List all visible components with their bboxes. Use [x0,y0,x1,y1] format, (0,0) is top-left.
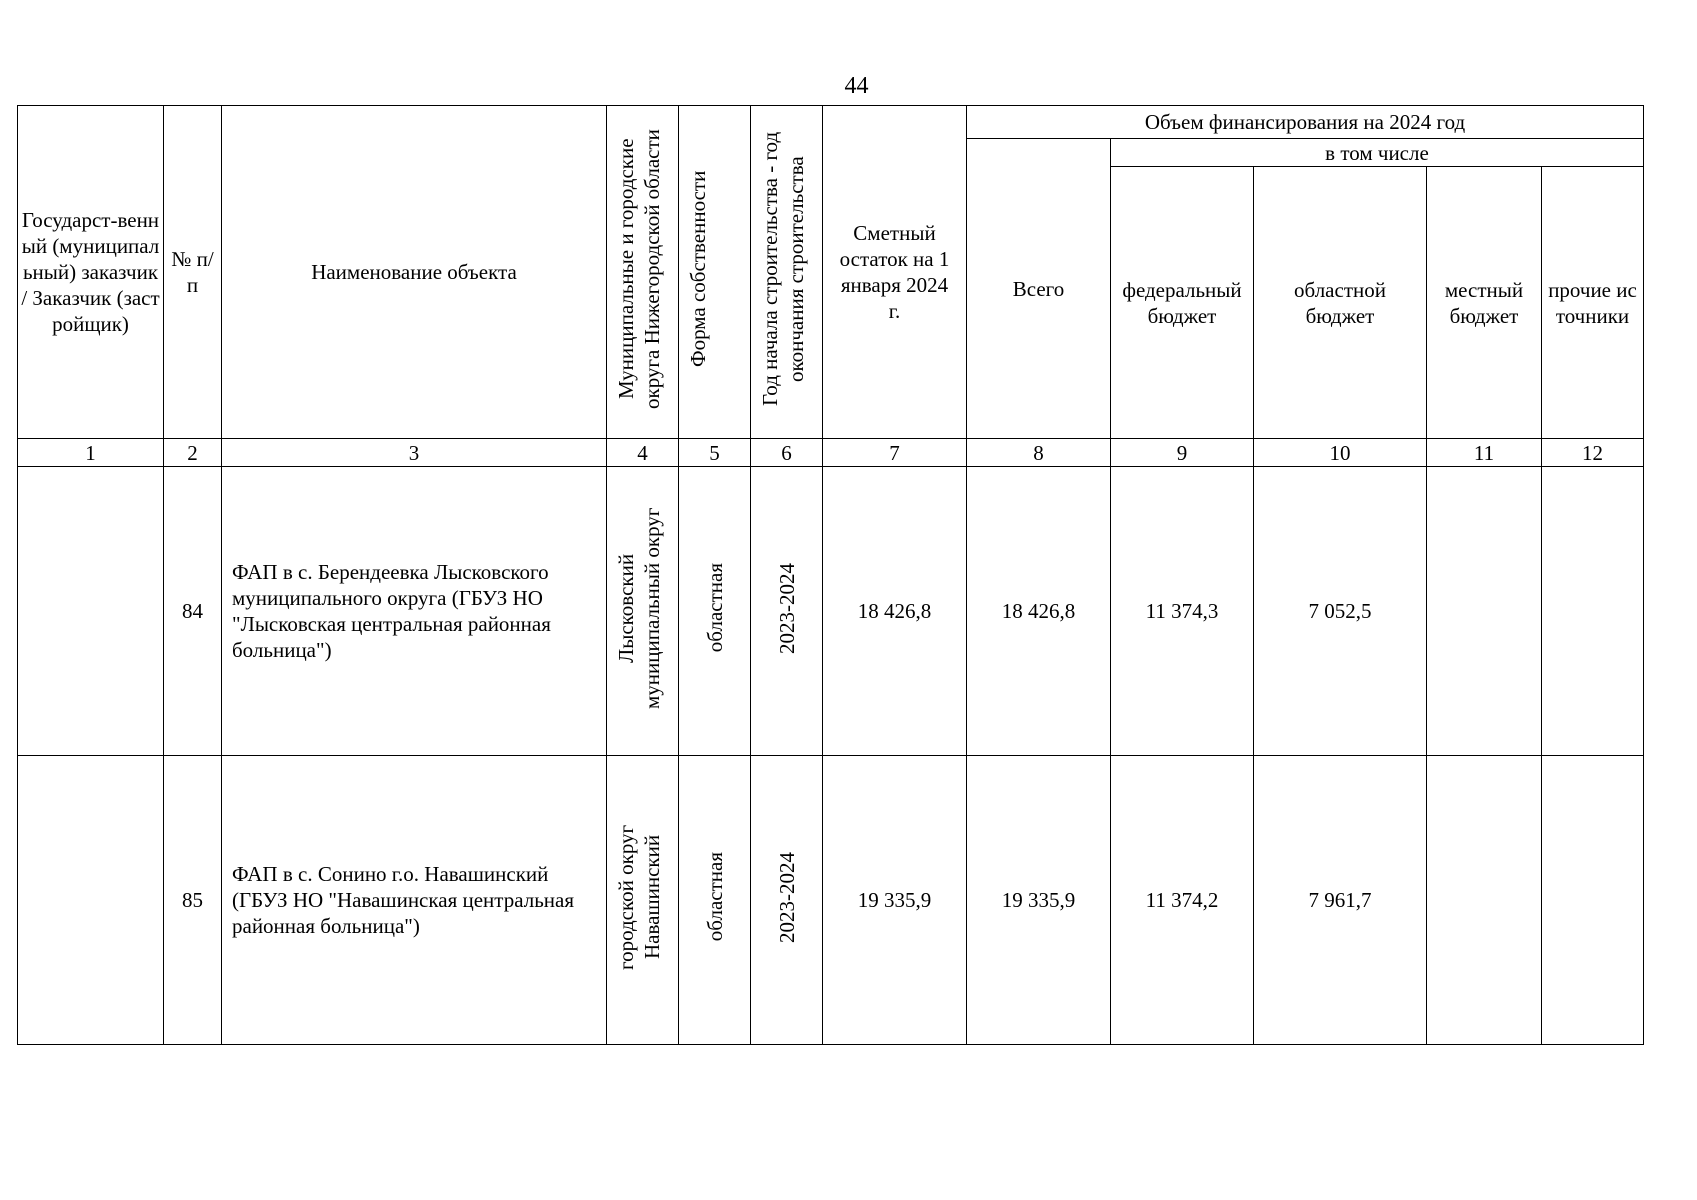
cell-years: 2023-2024 [751,756,823,1045]
cell-regional: 7 961,7 [1254,756,1427,1045]
cell-other [1542,467,1644,756]
header-federal: федеральный бюджет [1111,167,1254,439]
header-customer: Государст-венный (муниципальный) заказчик / Заказчик (застройщик) [18,106,164,439]
column-number: 6 [751,439,823,467]
cell-years: 2023-2024 [751,467,823,756]
cell-num: 85 [164,756,222,1045]
cell-municipality: Лысковский муниципальный округ [607,467,679,756]
column-number: 3 [222,439,607,467]
cell-federal: 11 374,2 [1111,756,1254,1045]
header-other: прочие источники [1542,167,1644,439]
cell-total: 18 426,8 [967,467,1111,756]
cell-num: 84 [164,467,222,756]
page-number: 44 [844,73,869,99]
table-row [18,467,1644,756]
cell-ownership: областная [679,756,751,1045]
header-total: Всего [967,139,1111,439]
column-number: 7 [823,439,967,467]
header-ownership: Форма собственности [679,106,751,439]
cell-name: ФАП в с. Берендеевка Лысковского муниципального округа (ГБУЗ НО "Лысковская центральная районная больница") [222,467,607,756]
header-including: в том числе [1111,139,1644,167]
column-number: 10 [1254,439,1427,467]
table-row [18,756,1644,1045]
header-funding: Объем финансирования на 2024 год [967,106,1644,139]
header-municipality: Муниципальные и городские округа Нижегородской области [607,106,679,439]
cell-customer [18,756,164,1045]
cell-ownership: областная [679,467,751,756]
column-number: 11 [1427,439,1542,467]
column-number: 9 [1111,439,1254,467]
column-number-row [18,439,1644,467]
cell-other [1542,756,1644,1045]
column-number: 12 [1542,439,1644,467]
cell-customer [18,467,164,756]
cell-federal: 11 374,3 [1111,467,1254,756]
header-estimate: Сметный остаток на 1 января 2024 г. [823,106,967,439]
header-years: Год начала строительства - год окончания строительства [751,106,823,439]
cell-name: ФАП в с. Сонино г.о. Навашинский (ГБУЗ НО "Навашинская центральная районная больница") [222,756,607,1045]
column-number: 1 [18,439,164,467]
cell-local [1427,467,1542,756]
column-number: 4 [607,439,679,467]
cell-regional: 7 052,5 [1254,467,1427,756]
header-num: № п/п [164,106,222,439]
header-local: местный бюджет [1427,167,1542,439]
column-number: 5 [679,439,751,467]
financing-table [17,105,1644,1045]
header-regional: областной бюджет [1254,167,1427,439]
cell-total: 19 335,9 [967,756,1111,1045]
cell-local [1427,756,1542,1045]
column-number: 8 [967,439,1111,467]
cell-estimate: 18 426,8 [823,467,967,756]
header-name: Наименование объекта [222,106,607,439]
header-row-funding [18,106,1644,139]
cell-estimate: 19 335,9 [823,756,967,1045]
column-number: 2 [164,439,222,467]
cell-municipality: городской округ Навашинский [607,756,679,1045]
